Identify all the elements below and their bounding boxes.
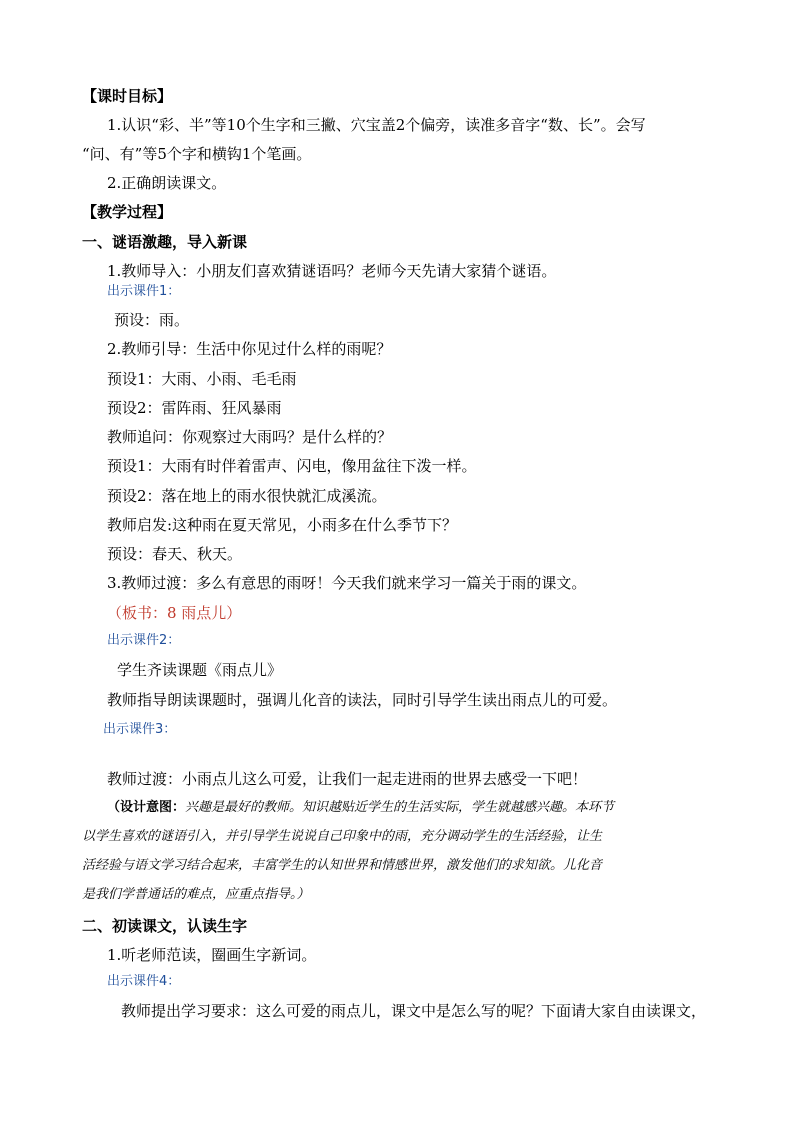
courseware-label: 出示课件2： — [107, 633, 181, 648]
part1-line: 教师追问：你观察过大雨吗？是什么样的？ — [107, 428, 393, 446]
part1-line: 预设1：大雨、小雨、毛毛雨 — [107, 370, 297, 388]
part2-line: 教师提出学习要求：这么可爱的雨点儿，课文中是怎么写的呢？下面请大家自由读课文， — [121, 1002, 707, 1020]
design-intent-line-3: 活经验与语文学习结合起来，丰富学生的认知世界和情感世界，激发他们的求知欲。儿化音 — [82, 858, 603, 873]
courseware-label: 出示课件4： — [107, 974, 181, 989]
part1-line: 教师启发:这种雨在夏天常见，小雨多在什么季节下？ — [107, 516, 458, 534]
part1-line: 预设2：落在地上的雨水很快就汇成溪流。 — [107, 487, 387, 505]
design-intent-label: （设计意图： — [107, 800, 186, 815]
goals-heading: 【课时目标】 — [82, 87, 173, 105]
goal-2: 2.正确朗读课文。 — [107, 174, 227, 192]
courseware-label: 出示课件1： — [107, 284, 181, 299]
part2-line: 1.听老师范读，圈画生字新词。 — [107, 946, 317, 964]
part1-line: 预设：春天、秋天。 — [107, 545, 243, 563]
courseware-label: 出示课件3： — [103, 722, 177, 737]
part2-heading: 二、初读课文，认读生字 — [82, 917, 248, 935]
part1-line: 预设1：大雨有时伴着雷声、闪电，像用盆往下泼一样。 — [107, 457, 477, 475]
design-intent-line-2: 以学生喜欢的谜语引入，并引导学生说说自己印象中的雨，充分调动学生的生活经验，让生 — [82, 829, 603, 844]
part1-line: 2.教师引导：生活中你见过什么样的雨呢？ — [107, 340, 392, 358]
goal-1-line-1: 1.认识“彩、半”等10个生字和三撇、穴宝盖2个偏旁，读准多音字“数、长”。会写 — [107, 116, 646, 134]
design-intent-line-4: 是我们学普通话的难点，应重点指导。） — [82, 887, 310, 902]
part1-line: 教师指导朗读课题时，强调儿化音的读法，同时引导学生读出雨点儿的可爱。 — [107, 691, 618, 709]
part1-line: 3.教师过渡：多么有意思的雨呀！今天我们就来学习一篇关于雨的课文。 — [107, 574, 587, 592]
part1-line: 教师过渡：小雨点儿这么可爱，让我们一起走进雨的世界去感受一下吧！ — [107, 770, 588, 788]
part1-line: 预设：雨。 — [114, 311, 190, 329]
part1-heading: 一、谜语激趣，导入新课 — [82, 233, 248, 251]
part1-line: 1.教师导入：小朋友们喜欢猜谜语吗？老师今天先请大家猜个谜语。 — [107, 262, 557, 280]
design-intent-line-1: （设计意图：兴趣是最好的教师。知识越贴近学生的生活实际，学生就越感兴趣。本环节 — [107, 800, 615, 815]
process-heading: 【教学过程】 — [82, 203, 173, 221]
part1-line: 学生齐读课题《雨点儿》 — [117, 661, 283, 679]
goal-1-line-2: “问、有”等5个字和横钩1个笔画。 — [82, 145, 312, 163]
part1-line: 预设2：雷阵雨、狂风暴雨 — [107, 399, 282, 417]
board-note: （板书：8 雨点儿） — [107, 604, 242, 622]
